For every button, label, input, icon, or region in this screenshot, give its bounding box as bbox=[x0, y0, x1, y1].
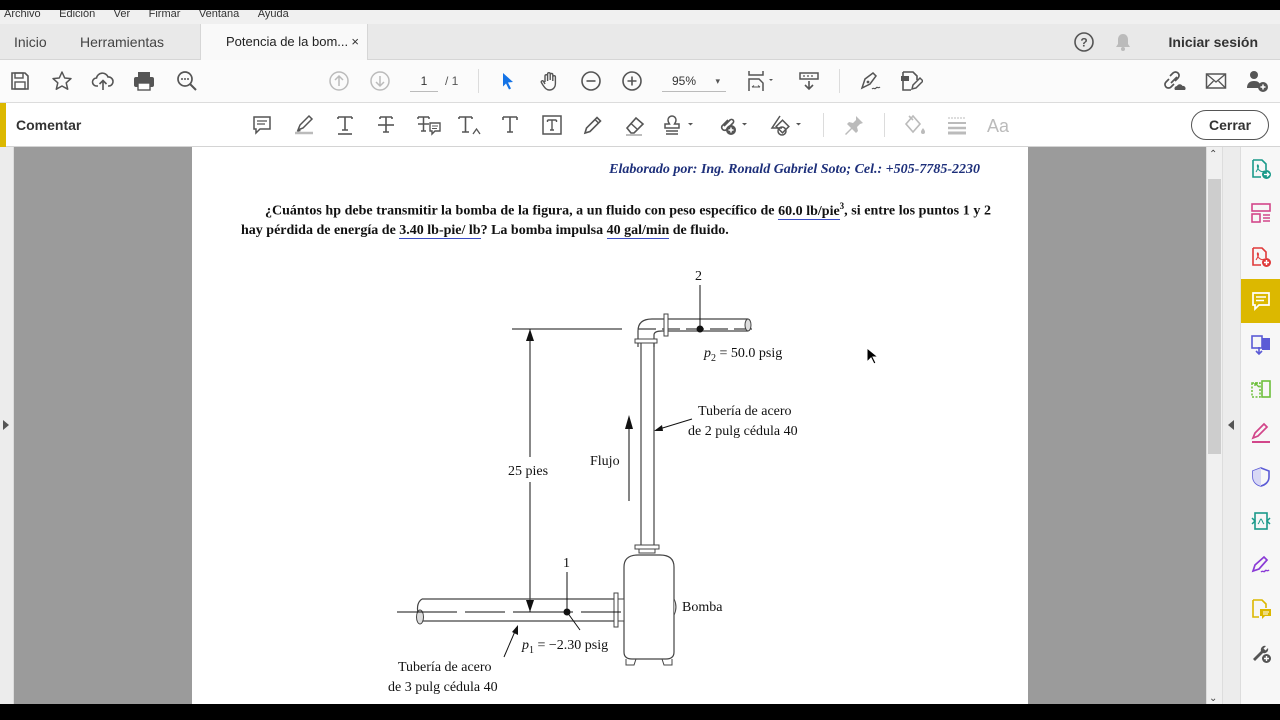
svg-text:p1 = −2.30 psig: $p_1 = -2.30$ psig bbox=[522, 638, 609, 656]
zoom-level-value: 95% bbox=[672, 74, 697, 88]
sign-pen-icon[interactable] bbox=[858, 69, 882, 93]
page-number-input[interactable]: 1 bbox=[410, 70, 438, 92]
svg-text:Tubería de acero: Tubería de acero bbox=[698, 404, 792, 419]
screen-bottom-border bbox=[0, 704, 1280, 720]
menu-ventana[interactable]: Ventana bbox=[198, 10, 240, 20]
replace-text-icon[interactable] bbox=[416, 113, 442, 137]
svg-text:?: ? bbox=[1080, 35, 1088, 50]
scroll-mode-icon[interactable] bbox=[797, 69, 821, 93]
tab-document[interactable] bbox=[200, 24, 368, 61]
export-pdf-icon[interactable] bbox=[1241, 147, 1280, 191]
more-tools-icon[interactable] bbox=[1241, 631, 1280, 675]
menu-ayuda[interactable]: Ayuda bbox=[257, 10, 289, 20]
hand-tool-icon[interactable] bbox=[538, 69, 562, 93]
left-panel-toggle[interactable] bbox=[0, 147, 14, 704]
svg-text:Flujo: Flujo bbox=[590, 454, 620, 469]
svg-text:p2 = 50.0 psig: $p_2 = 50.0$ psig bbox=[704, 346, 783, 364]
toolbar-divider bbox=[478, 69, 479, 93]
pencil-icon[interactable] bbox=[581, 113, 605, 137]
svg-text:1: 1 bbox=[563, 556, 570, 571]
tab-bar bbox=[0, 24, 1280, 60]
notification-bell-icon[interactable] bbox=[1112, 24, 1134, 60]
combine-files-icon[interactable] bbox=[1241, 323, 1280, 367]
shapes-icon[interactable] bbox=[770, 113, 806, 137]
close-tab-icon[interactable]: × bbox=[351, 34, 359, 49]
zoom-level-select[interactable] bbox=[662, 70, 726, 92]
comment-toolbar bbox=[0, 103, 1280, 147]
svg-text:2: 2 bbox=[695, 269, 702, 284]
strikethrough-icon[interactable] bbox=[374, 113, 398, 137]
chevron-down-icon: ▾ bbox=[715, 76, 720, 86]
author-line: Elaborado por: Ing. Ronald Gabriel Soto; Cel.: +505-7785-2230 bbox=[609, 162, 980, 177]
select-cursor-icon[interactable] bbox=[496, 69, 520, 93]
main-toolbar bbox=[0, 60, 1280, 103]
right-panel-toggle[interactable] bbox=[1222, 147, 1240, 704]
fill-sign-icon[interactable] bbox=[899, 69, 923, 93]
fill-sign-tool-icon[interactable] bbox=[1241, 411, 1280, 455]
fit-page-icon[interactable] bbox=[745, 69, 777, 93]
underline-text-icon[interactable] bbox=[333, 113, 357, 137]
stamp-icon[interactable] bbox=[664, 113, 698, 137]
send-for-signature-icon[interactable] bbox=[1241, 543, 1280, 587]
menu-ver[interactable]: Ver bbox=[113, 10, 131, 20]
svg-text:Aa: Aa bbox=[987, 116, 1010, 136]
vertical-scrollbar[interactable] bbox=[1206, 147, 1222, 704]
help-icon[interactable] bbox=[1072, 24, 1096, 60]
line-weight-icon[interactable] bbox=[945, 113, 969, 137]
toolbar-divider bbox=[839, 69, 840, 93]
protect-shield-icon[interactable] bbox=[1241, 455, 1280, 499]
next-page-icon[interactable] bbox=[368, 69, 392, 93]
page-total: / 1 bbox=[445, 74, 459, 88]
organize-pages-icon[interactable] bbox=[1241, 191, 1280, 235]
sign-in-link[interactable]: Iniciar sesión bbox=[1168, 34, 1258, 50]
compare-files-icon[interactable] bbox=[1241, 367, 1280, 411]
cloud-upload-icon[interactable] bbox=[91, 69, 115, 93]
search-icon[interactable] bbox=[175, 69, 199, 93]
menu-edicion[interactable]: Edición bbox=[59, 10, 96, 20]
svg-text:de 2 pulg cédula 40: de 2 pulg cédula 40 bbox=[688, 424, 798, 439]
tab-document-title: Potencia de la bom... bbox=[226, 34, 349, 49]
mouse-cursor-icon bbox=[866, 347, 878, 365]
scroll-down-icon[interactable]: ⌄ bbox=[1209, 693, 1218, 704]
tab-tools[interactable]: Herramientas bbox=[80, 34, 165, 50]
fill-color-icon[interactable] bbox=[903, 113, 927, 137]
share-link-icon[interactable] bbox=[1162, 69, 1186, 93]
zoom-out-icon[interactable] bbox=[579, 69, 603, 93]
scroll-up-icon[interactable]: ⌃ bbox=[1209, 149, 1218, 160]
svg-text:Bomba: Bomba bbox=[682, 600, 723, 615]
tab-home[interactable]: Inicio bbox=[14, 34, 47, 50]
svg-text:de 3 pulg cédula 40: de 3 pulg cédula 40 bbox=[388, 680, 498, 695]
text-box-icon[interactable] bbox=[540, 113, 564, 137]
print-icon[interactable] bbox=[132, 69, 156, 93]
previous-page-icon[interactable] bbox=[327, 69, 351, 93]
close-comment-button[interactable]: Cerrar bbox=[1191, 110, 1269, 140]
sticky-note-icon[interactable] bbox=[250, 113, 274, 137]
comment-tool-icon[interactable] bbox=[1241, 279, 1280, 323]
menu-archivo[interactable]: Archivo bbox=[4, 10, 41, 20]
attach-file-icon[interactable] bbox=[716, 113, 752, 137]
save-icon[interactable] bbox=[8, 69, 32, 93]
add-user-icon[interactable] bbox=[1245, 69, 1269, 93]
toolbar-divider bbox=[884, 113, 885, 137]
tools-pane bbox=[1240, 147, 1280, 704]
document-view[interactable] bbox=[14, 147, 1206, 704]
comment-toolbar-title: Comentar bbox=[16, 117, 82, 133]
scrollbar-thumb[interactable] bbox=[1208, 179, 1221, 454]
svg-text:Tubería de acero: Tubería de acero bbox=[398, 660, 492, 675]
request-comment-icon[interactable] bbox=[1241, 587, 1280, 631]
problem-statement: ¿Cuántos hp debe transmitir la bomba de la figura, a un fluido con peso específico de 60.0 lb/pie$^3$, si entre los puntos 1 y 2 hay pérdida de energía de 3.40 lb-pie/ lb? La bomba impulsa 40 gal/min de fluido. bbox=[241, 201, 991, 238]
bookmark-star-icon[interactable] bbox=[50, 69, 74, 93]
comment-accent-bar bbox=[0, 103, 6, 147]
pin-icon[interactable] bbox=[842, 113, 866, 137]
menu-bar bbox=[0, 10, 1280, 24]
eraser-icon[interactable] bbox=[623, 113, 647, 137]
email-icon[interactable] bbox=[1204, 69, 1228, 93]
font-size-icon[interactable] bbox=[986, 113, 1012, 137]
insert-text-icon[interactable] bbox=[457, 113, 483, 137]
toolbar-divider bbox=[823, 113, 824, 137]
pump-system-diagram bbox=[192, 247, 1028, 704]
create-pdf-icon[interactable] bbox=[1241, 235, 1280, 279]
add-text-icon[interactable] bbox=[498, 113, 522, 137]
highlight-icon[interactable] bbox=[292, 113, 316, 137]
menu-firmar[interactable]: Firmar bbox=[148, 10, 181, 20]
zoom-in-icon[interactable] bbox=[620, 69, 644, 93]
expand-left-panel-icon[interactable] bbox=[3, 420, 9, 430]
collapse-right-panel-icon[interactable] bbox=[1228, 420, 1234, 430]
svg-text:25 pies: 25 pies bbox=[508, 464, 549, 479]
optimize-pdf-icon[interactable] bbox=[1241, 499, 1280, 543]
pdf-page bbox=[192, 147, 1028, 704]
